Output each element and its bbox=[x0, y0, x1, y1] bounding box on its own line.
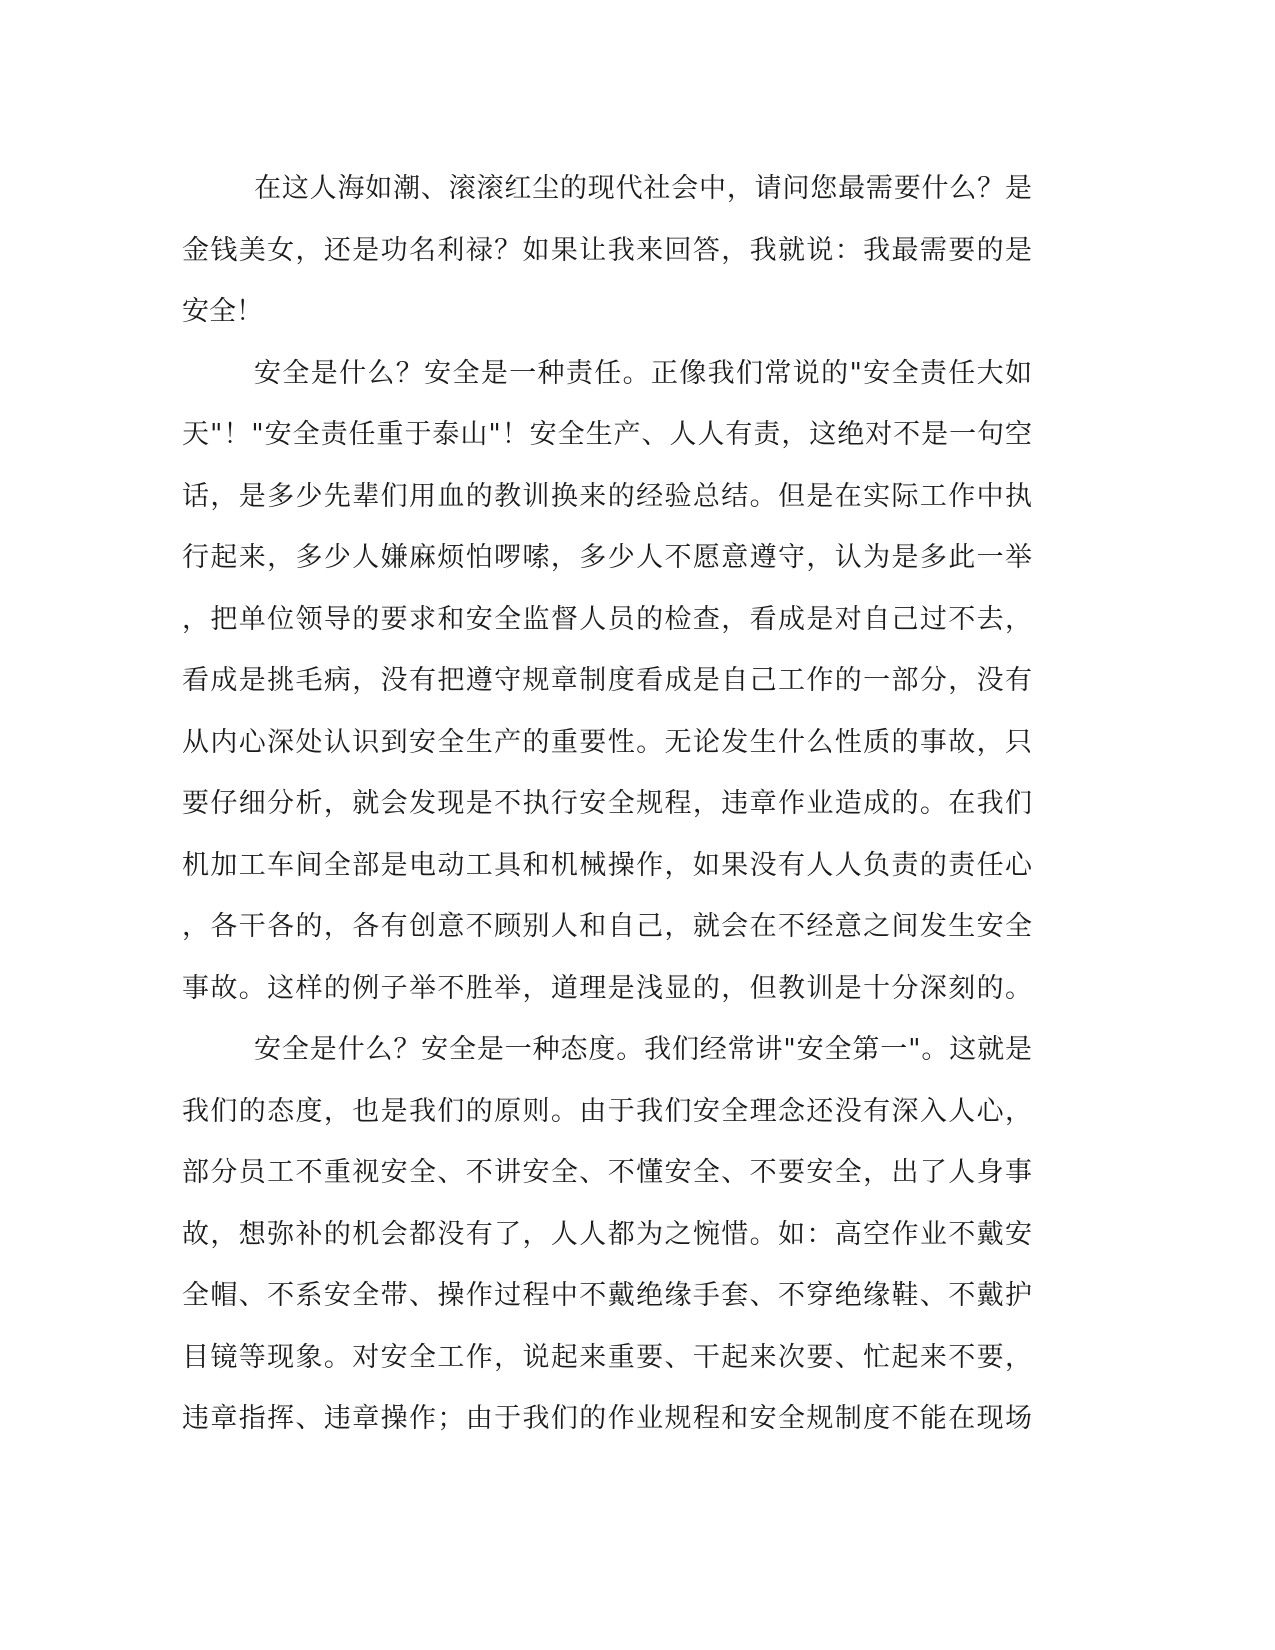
text-line: 全帽、不系安全带、操作过程中不戴绝缘手套、不穿绝缘鞋、不戴护 bbox=[182, 1280, 1032, 1311]
text-line: 机加工车间全部是电动工具和机械操作，如果没有人人负责的责任心 bbox=[182, 849, 1032, 881]
text-line: ，各干各的，各有创意不顾别人和自己，就会在不经意之间发生安全 bbox=[182, 911, 1032, 942]
text-line: 天"！"安全责任重于泰山"！安全生产、人人有责，这绝对不是一句空 bbox=[182, 419, 1032, 450]
article-body bbox=[182, 158, 1032, 1450]
text-line: 安全是什么？安全是一种责任。正像我们常说的"安全责任大如 bbox=[254, 357, 1032, 389]
text-line: 话，是多少先辈们用血的教训换来的经验总结。但是在实际工作中执 bbox=[182, 480, 1032, 512]
text-line: 从内心深处认识到安全生产的重要性。无论发生什么性质的事故，只 bbox=[182, 726, 1032, 758]
text-line: 安全！ bbox=[182, 296, 263, 327]
text-line: 违章指挥、违章操作；由于我们的作业规程和安全规制度不能在现场 bbox=[182, 1403, 1032, 1434]
text-line: 安全是什么？安全是一种态度。我们经常讲"安全第一"。这就是 bbox=[254, 1034, 1032, 1065]
text-line: 我们的态度，也是我们的原则。由于我们安全理念还没有深入人心， bbox=[182, 1095, 1032, 1127]
text-line: 看成是挑毛病，没有把遵守规章制度看成是自己工作的一部分，没有 bbox=[182, 665, 1032, 696]
text-line: 要仔细分析，就会发现是不执行安全规程，违章作业造成的。在我们 bbox=[182, 788, 1032, 819]
text-line: 目镜等现象。对安全工作，说起来重要、干起来次要、忙起来不要， bbox=[182, 1341, 1032, 1373]
text-line: 金钱美女，还是功名利禄？如果让我来回答，我就说：我最需要的是 bbox=[182, 234, 1032, 266]
text-line: 故，想弥补的机会都没有了，人人都为之惋惜。如：高空作业不戴安 bbox=[182, 1218, 1032, 1250]
text-line: 部分员工不重视安全、不讲安全、不懂安全、不要安全，出了人身事 bbox=[182, 1157, 1032, 1188]
text-line: 行起来，多少人嫌麻烦怕啰嗦，多少人不愿意遵守，认为是多此一举 bbox=[182, 542, 1032, 573]
text-line: ，把单位领导的要求和安全监督人员的检查，看成是对自己过不去， bbox=[182, 603, 1032, 635]
text-line: 在这人海如潮、滚滚红尘的现代社会中，请问您最需要什么？是 bbox=[254, 173, 1032, 204]
text-line: 事故。这样的例子举不胜举，道理是浅显的，但教训是十分深刻的。 bbox=[182, 972, 1032, 1004]
